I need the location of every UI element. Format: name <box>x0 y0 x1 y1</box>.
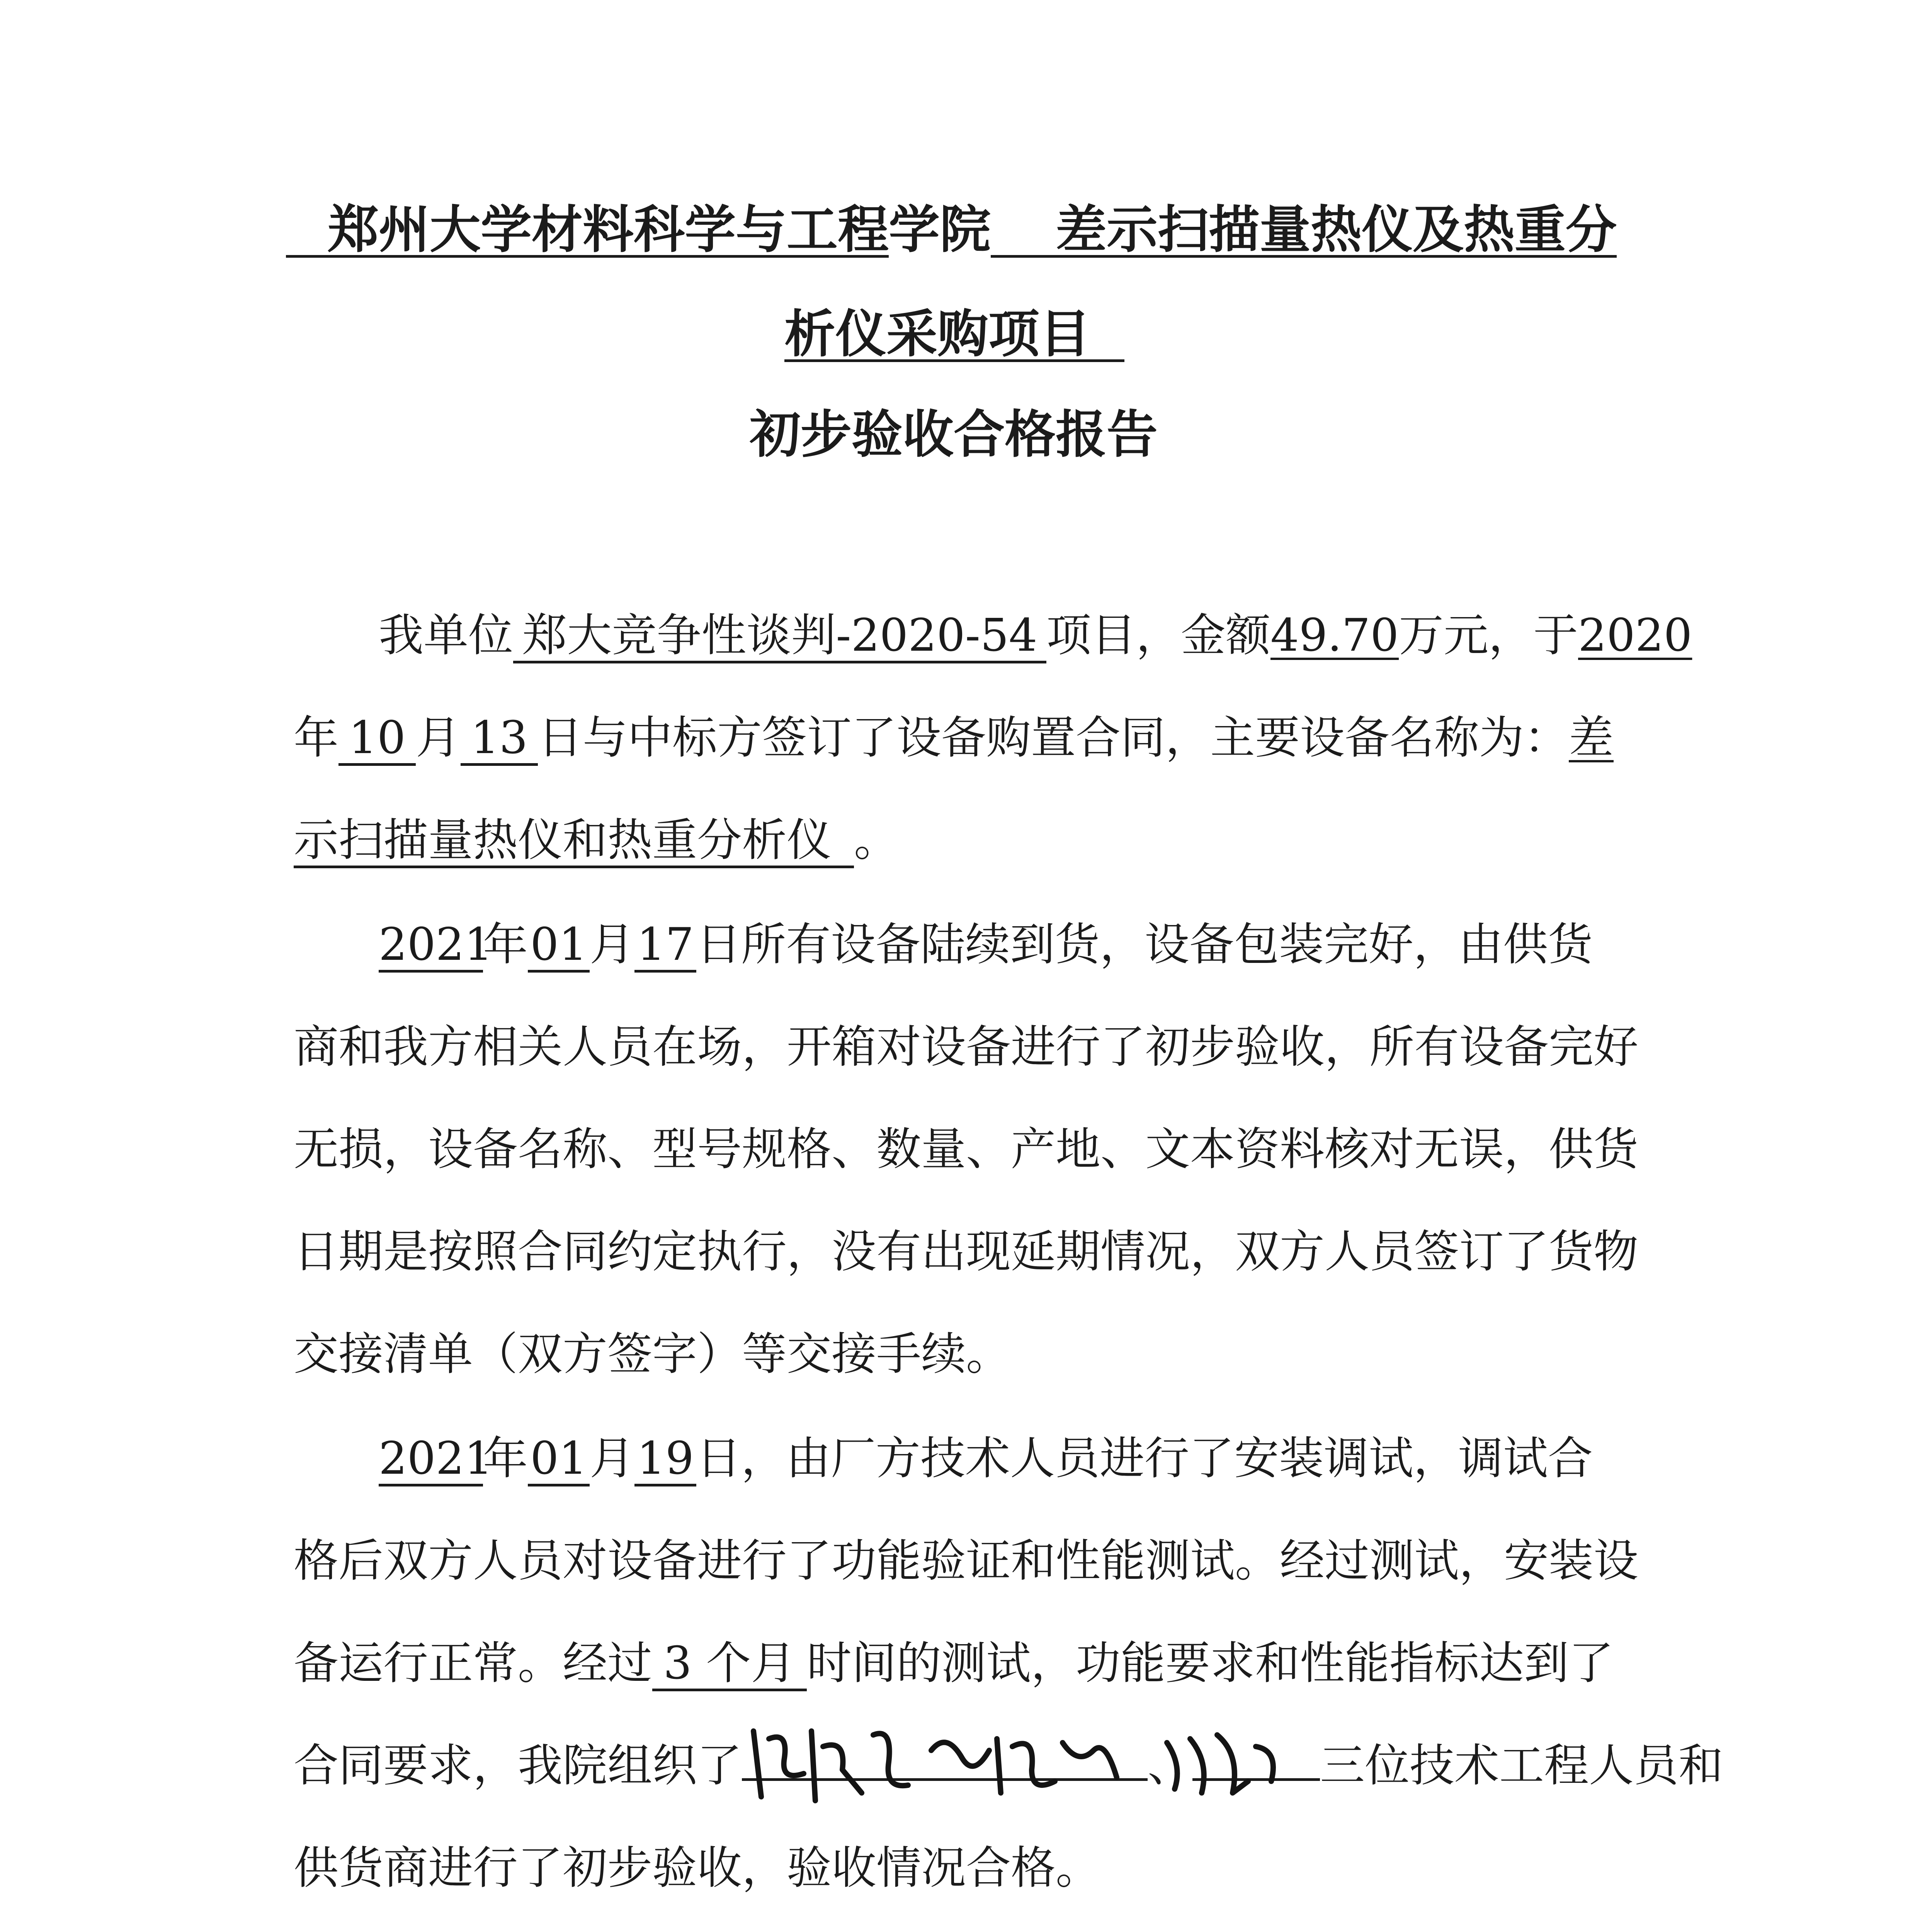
title-line-2 <box>784 305 1124 363</box>
equipment-name: 示扫描量热仪和热重分析仪 <box>294 815 854 868</box>
para1-line-1: 我单位 郑大竞争性谈判-2020-54 项目，金额49.70万元，于2020 <box>379 607 1692 665</box>
para1-line-2: 年 10 月 13 日与中标方签订了设备购置合同，主要设备名称为：差 <box>294 709 1614 767</box>
arrival-month: 01 <box>528 920 590 973</box>
title-project-blank-cont: 析仪采购项目 <box>784 309 1124 362</box>
para2-line-4: 日期是按照合同约定执行，没有出现延期情况，双方人员签订了货物 <box>294 1226 1638 1278</box>
para3-line-5: 供货商进行了初步验收，验收情况合格。 <box>294 1842 1100 1894</box>
contract-day: 13 <box>461 713 538 766</box>
para1-line-3: 示扫描量热仪和热重分析仪 。 <box>294 811 899 869</box>
install-month: 01 <box>528 1434 590 1486</box>
para3-line-1: 2021年01月19日，由厂方技术人员进行了安装调试，调试合 <box>379 1430 1593 1488</box>
arrival-year: 2021 <box>379 920 483 973</box>
title-line-1 <box>286 201 1617 259</box>
para2-line-3: 无损，设备名称、型号规格、数量、产地、文本资料核对无误，供货 <box>294 1123 1638 1175</box>
title-college-suffix: 学院 <box>889 200 991 260</box>
title-project-blank: 差示扫描量热仪及热重分 <box>991 205 1617 258</box>
contract-month: 10 <box>338 713 416 766</box>
amount-value: 49.70 <box>1270 609 1399 662</box>
test-duration: 3 个月 <box>652 1638 807 1691</box>
project-number: 郑大竞争性谈判-2020-54 <box>513 611 1046 663</box>
install-year: 2021 <box>379 1434 483 1486</box>
para2-line-5: 交接清单（双方签字）等交接手续。 <box>294 1328 1011 1380</box>
title-college-blank: 郑州大学材料科学与工程 <box>286 205 889 258</box>
equipment-name-start: 差 <box>1569 712 1614 764</box>
para3-line-4: 合同要求，我院组织了 、 三位技术工程人员和 <box>294 1740 1723 1792</box>
engineer-signatures-handwriting <box>746 1716 1306 1808</box>
para3-line-2: 格后双方人员对设备进行了功能验证和性能测试。经过测试，安装设 <box>294 1535 1638 1587</box>
para2-line-2: 商和我方相关人员在场，开箱对设备进行了初步验收，所有设备完好 <box>294 1021 1638 1073</box>
para3-line-3: 备运行正常。经过 3 个月 时间的测试，功能要求和性能指标达到了 <box>294 1634 1614 1692</box>
install-day: 19 <box>634 1434 696 1486</box>
contract-year: 2020 <box>1578 609 1692 662</box>
arrival-day: 17 <box>634 920 696 973</box>
report-title: 初步验收合格报告 <box>750 405 1158 464</box>
para2-line-1: 2021年01月17日所有设备陆续到货，设备包装完好，由供货 <box>379 916 1593 974</box>
